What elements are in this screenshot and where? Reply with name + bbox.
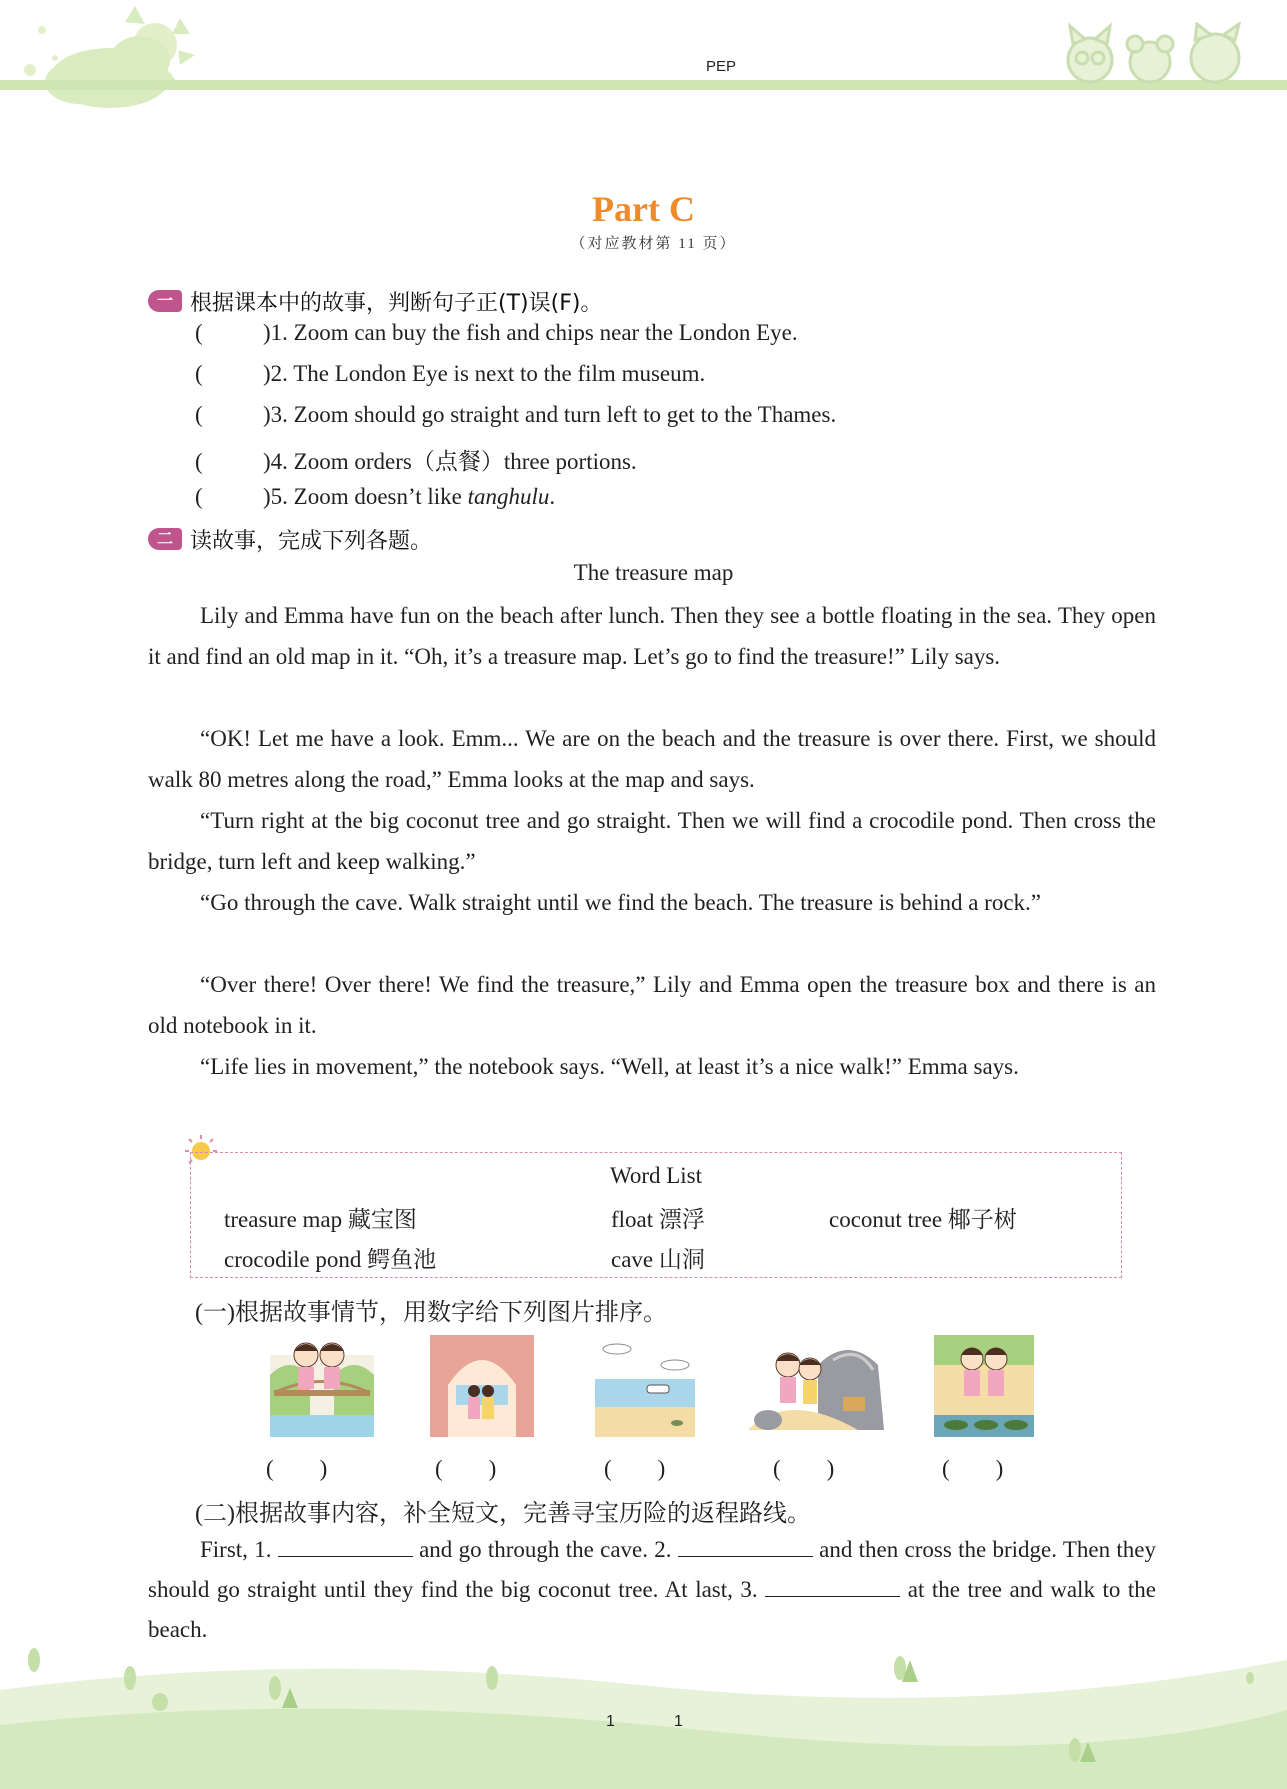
page-title: Part C xyxy=(592,189,695,229)
part2-heading: (二)根据故事内容，补全短文，完善寻宝历险的返程路线。 xyxy=(195,1501,811,1527)
word-list-title: Word List xyxy=(609,1163,703,1188)
story-paragraph: “Go through the cave. Walk straight until we find the beach. The treasure is behind a rock.” xyxy=(200,890,1041,915)
section2-badge: 二 xyxy=(148,528,182,550)
cave-picture xyxy=(430,1335,534,1437)
animal-faces-decoration xyxy=(1055,22,1255,84)
story-paragraph: “Over there! Over there! We find the treasure,” Lily and Emma open the treasure box and there is an old notebook in it. xyxy=(148,972,1156,1038)
crocodile-pond-picture xyxy=(934,1335,1034,1437)
section2-heading xyxy=(148,524,432,554)
story-title: The treasure map xyxy=(573,560,734,585)
section1-heading-text: 根据课本中的故事，判断句子正(T)误(F)。 xyxy=(190,290,603,316)
answer-blank[interactable]: ( ) xyxy=(435,1456,497,1481)
answer-blank[interactable]: ( ) xyxy=(773,1456,835,1481)
question-1: ( )1. Zoom can buy the fish and chips near the London Eye. xyxy=(195,320,798,345)
question-3: ( )3. Zoom should go straight and turn left to get to the Thames. xyxy=(195,402,837,427)
bridge-picture xyxy=(270,1335,374,1437)
story-paragraph: “OK! Let me have a look. Emm... We are on the beach and the treasure is over there. First, we should walk 80 metres along the road,” Emma looks at the map and says. xyxy=(148,726,1156,792)
word-list-item: crocodile pond 鳄鱼池 xyxy=(224,1247,437,1272)
blank-2[interactable] xyxy=(678,1534,813,1557)
story-paragraph: Lily and Emma have fun on the beach after lunch. Then they see a bottle floating in the sea. They open it and find an old map in it. “Oh, it’s a treasure map. Let’s go to find the treasure!” Lily says. xyxy=(148,603,1156,669)
section2-heading-text: 读故事，完成下列各题。 xyxy=(190,528,433,554)
section1-badge: 一 xyxy=(148,290,182,312)
word-list-item: coconut tree 椰子树 xyxy=(829,1207,1017,1232)
word-list-item: treasure map 藏宝图 xyxy=(224,1207,417,1232)
answer-blank[interactable]: ( ) xyxy=(604,1456,666,1481)
part1-heading: (一)根据故事情节，用数字给下列图片排序。 xyxy=(195,1300,667,1326)
fill-in-paragraph: First, 1. and go through the cave. 2. and then cross the bridge. Then they should go straight until they find the big coconut tree. At last, 3. at the tree and walk to the beach. xyxy=(148,1530,1156,1650)
answer-blank[interactable]: ( ) xyxy=(942,1456,1004,1481)
blank-1[interactable] xyxy=(278,1534,413,1557)
rock-picture xyxy=(748,1335,884,1437)
header-label: PEP xyxy=(706,58,737,75)
page-number-digit: 1 xyxy=(606,1713,615,1730)
question-4: ( )4. Zoom orders（点餐）three portions. xyxy=(195,449,637,474)
answer-blank[interactable]: ( ) xyxy=(266,1456,328,1481)
story-paragraph: “Life lies in movement,” the notebook says. “Well, at least it’s a nice walk!” Emma says. xyxy=(200,1054,1019,1079)
word-list-item: float 漂浮 xyxy=(611,1207,705,1232)
page-subtitle: （对应教材第 11 页） xyxy=(570,236,737,252)
word-list-box xyxy=(190,1152,1122,1278)
page-number-digit: 1 xyxy=(674,1713,683,1730)
blank-3[interactable] xyxy=(765,1574,900,1597)
word-list-item: cave 山洞 xyxy=(611,1247,705,1272)
cloud-sun-decoration xyxy=(0,0,210,120)
question-2: ( )2. The London Eye is next to the film museum. xyxy=(195,361,706,386)
section1-heading xyxy=(148,286,602,316)
hills-decoration xyxy=(0,1630,1287,1789)
sea-bottle-picture xyxy=(595,1335,695,1437)
story-paragraph: “Turn right at the big coconut tree and go straight. Then we will find a crocodile pond. Then cross the bridge, turn left and keep walking.” xyxy=(148,808,1156,874)
question-5: ( )5. Zoom doesn’t like tanghulu. xyxy=(195,484,556,509)
